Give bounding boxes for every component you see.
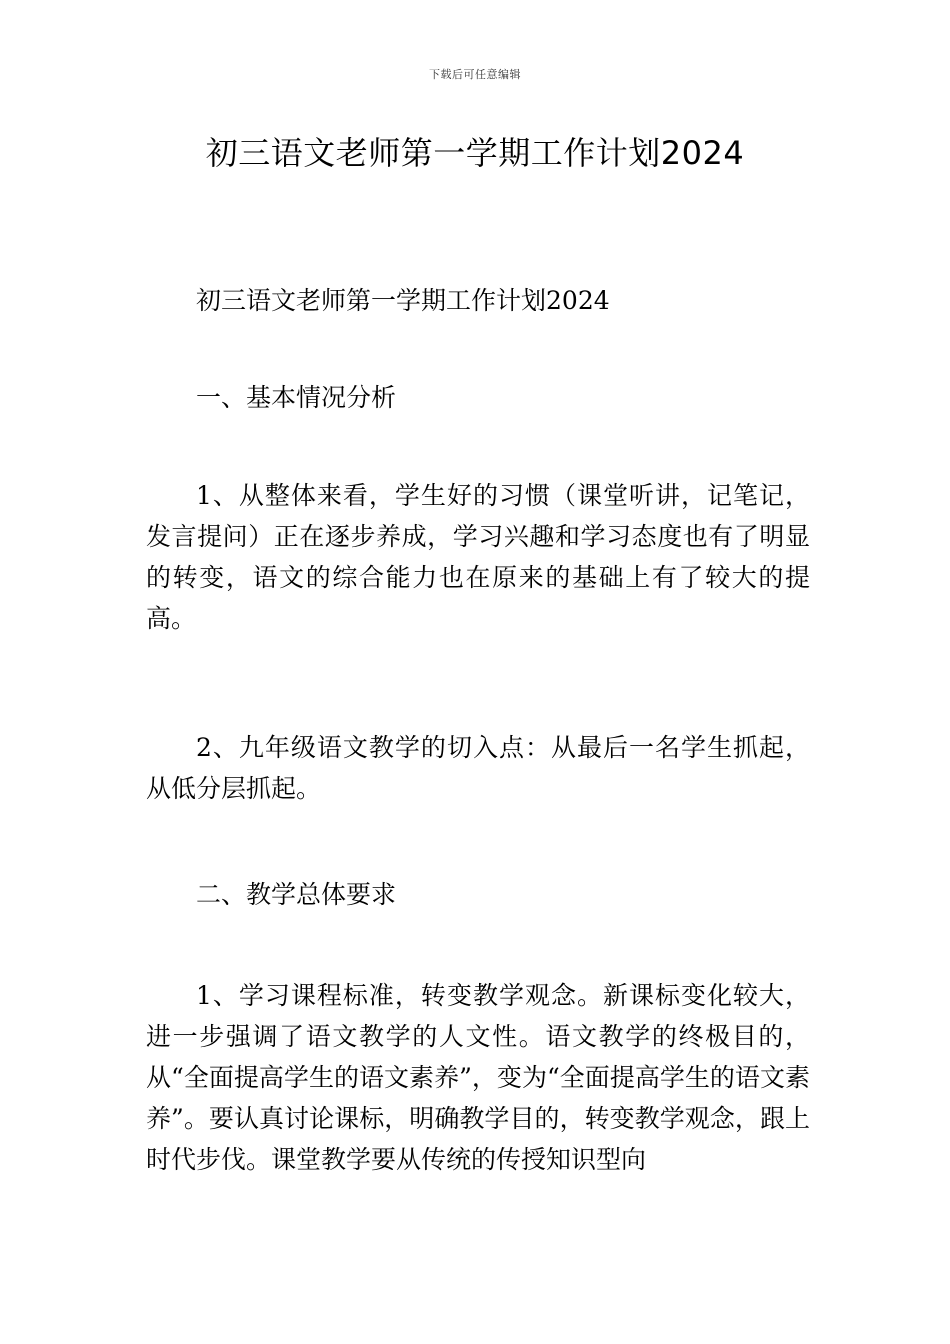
paragraph-1-2: 2、九年级语文教学的切入点：从最后一名学生抓起，从低分层抓起。 bbox=[146, 733, 810, 803]
paragraph-2-1: 1、学习课程标准，转变教学观念。新课标变化较大，进一步强调了语文教学的人文性。语文教学的终极目的，从“全面提高学生的语文素养”，变为“全面提高学生的语文素养”。要认真讨论课标，明确教学目的，转变教学观念，跟上时代步伐。课堂教学要从传统的传授知识型向 bbox=[146, 981, 810, 1174]
header-note: 下载后可任意编辑 bbox=[429, 68, 521, 81]
section-heading-2: 二、教学总体要求 bbox=[196, 880, 397, 909]
document-subtitle: 初三语文老师第一学期工作计划2024 bbox=[196, 286, 610, 315]
section-heading-1: 一、基本情况分析 bbox=[196, 383, 397, 412]
document-title: 初三语文老师第一学期工作计划2024 bbox=[205, 134, 745, 172]
paragraph-1-1: 1、从整体来看，学生好的习惯（课堂听讲，记笔记，发言提问）正在逐步养成，学习兴趣和学习态度也有了明显的转变，语文的综合能力也在原来的基础上有了较大的提高。 bbox=[146, 481, 810, 633]
